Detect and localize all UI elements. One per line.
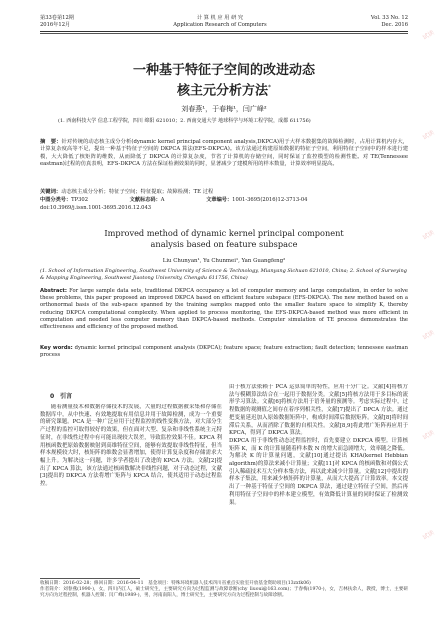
- authors-en: Liu Chunyan¹, Yu Chunmei¹, Yan Guangfeng²: [162, 258, 286, 264]
- keywords-en: [40, 345, 408, 359]
- article-number: 1001-3695(2016)12-3713-04: [232, 197, 308, 203]
- header-volume: Vol. 33 No. 12 Dec. 2016: [370, 15, 408, 28]
- document-code: A: [160, 197, 165, 203]
- authors-cn: 刘春燕¹，于春梅¹，闫广峰²: [181, 105, 267, 113]
- abstract-en-label: Abstract:: [40, 288, 67, 294]
- keywords-en-text: dynamic kernel principal component analysis (DKPCA); feature space; feature extraction; fault detection; tennessee eastman process: [40, 345, 408, 359]
- keywords-cn-text: 动态核主成分分析；特征子空间；特征提取；故障检测；TE 过程: [61, 189, 214, 195]
- watermark: 试读: [421, 329, 436, 342]
- keywords-cn-label: 关键词：: [40, 189, 62, 195]
- keywords-cn: [40, 189, 408, 196]
- affiliation-en: (1. School of Information Engineering, Southwest University of Science & Technology, Mianyang Sichuan 621010, China; 2. School of Surveying & Mapping Engineering, Southwest Jiaotong University, Chengdu 611756, China): [40, 268, 407, 281]
- class-number: TP302: [71, 197, 88, 203]
- header-rule: [40, 31, 408, 32]
- paper-title-en: Improved method of dynamic kernel principal component analysis based on feature subspace: [104, 228, 344, 249]
- watermark: 试读: [421, 429, 436, 442]
- section-heading-intro: 0 引言: [50, 393, 73, 400]
- keywords-en-label: Key words:: [40, 345, 73, 351]
- watermark: 试读: [421, 29, 436, 42]
- watermark: 试读: [421, 529, 436, 542]
- abstract-cn: [40, 139, 408, 168]
- watermark: 试读: [421, 129, 436, 142]
- header-rule-thin: [40, 33, 408, 34]
- header-issue: 第33卷第12期 2016年12月: [40, 15, 74, 28]
- abstract-en-text: For large sample data sets, traditional DKPCA occupancy a lot of computer memory and large computation, in order to solve these problems, this paper proposed an improved DKPCA based on efficient feature subspace (EFS-DKPCA). The new method based on a orthonormal basis of the sub-space spanned by the training samples mapped onto the smaller feature space to simplify K, thereby reducing DKPCA computational complexity. When applied to process monitoring, the EFS-DKPCA-based method was more efficient in computation and needed less computer memory than DKPCA-based methods. Computer simulation of TE process demonstrates the effectiveness and efficiency of the proposed method.: [40, 288, 408, 331]
- footnote: 收稿日期：2016-02-28；修回日期：2016-04-11 基金项目：特殊环境机器人技术四川省重点实验室开放基金资助项目(13zxtk06) 作者简介：刘春燕(1990-)，女，四川内江人，硕士研究生，主要研究方向为过程监测与故障诊断(chy_liuoui@163.com)；于春梅(1970-)，女，吉林扶余人，教授，博士，主要研究方向为过程控制，机器人控制；闫广峰(1989-)，男，河南南阳人，博士研究生，主要研究方向为过程控制与故障诊断。: [40, 581, 408, 598]
- footnote-rule: [40, 578, 140, 579]
- abstract-en: [40, 288, 408, 331]
- abstract-cn-label: 摘 要：: [40, 139, 62, 145]
- body-right-column: 由于核方法依赖于 PCA 运算简单的特性，应用十分广泛。文献[4]将核方法与模糊算法结合在一起用于数据分类。文献[5]将核方法用于多目标的流形学习算法。文献[6]将核方法用于语务量的预测等。考虑实际过程中，过程数据的观测值之间存在着序列相关性，文献[7]提出了 DPCA 方法。通过把变量延迟加入原始数据矩阵中，构成时间滞后数据矩阵。文献[8]将时间滞后关系，从而消除了数据的自相关性。文献[8,9]将此增广矩阵再应用于 KPCA，得到了 DKPCA 算法。 DKPCA 用于非线性动态过程监控时，首先要建立 DKPCA 模型。计算核矩阵 K，而 K 的计算量随着样本数 N 的增大而急剧增大，效率随之降低。为解决 K 的计算量问题，文献[10]通过提出 KHA(kernel Hebbian algorithm)的算法来减小计算量；文献[11]对 KPCA 的核函数和对偶公式引入稀疏技术互大分样本集方法，再以此来减少计算量。文献[12]中提出的样本子集法，用来减少核矩阵的计算量，从而大大提高了计算效率。本文提出了一种基于特征子空间的 DKPCA 算法，通过建立特征子空间，然后再利用特征子空间中的样本建立模型，有效降低计算量的同时保证了检测效果。: [229, 384, 408, 506]
- classification-line: 中图分类号：TP302 文献标志码：A 文章编号：1001-3695(2016)12-3713-04: [40, 197, 308, 203]
- abstract-cn-text: 针对传统的动态核主成分分析(dynamic kernel principal component analysis,DKPCA)用于大样本数据集的故障检测时，占用计算机内存大，计算复杂度高等不足，提出一种基于特征子空间的 DKPCA 算法(EFS-DKPCA)。该方法通过构建原始数据的特征子空间，利用特征子空间中的样本进行建模，大大降低了核矩阵的维数，从而降低了 DKPCA 的计算复杂度，节省了计算机的存储空间，同时保证了监控模型的检测性能。对 TE(Tennessee eastman)过程的仿真表明，EFS-DKPCA 方法在保证检测效果的同时，显著减少了建模所用的样本数量，计算效率明显提高。: [40, 139, 408, 168]
- paper-title-cn: 一种基于特征子空间的改进动态 核主元分析方法*: [132, 63, 315, 98]
- affiliation-cn: (1. 西南科技大学 信息工程学院，四川 绵阳 621010；2. 西南交通大学 地球科学与环境工程学院，成都 611756): [58, 118, 311, 124]
- header-journal: 计 算 机 应 用 研 究 Application Research of Computers: [173, 15, 267, 28]
- doi: doi:10.3969/j.issn.1001-3695.2016.12.043: [40, 205, 152, 211]
- watermark: 试读: [421, 229, 436, 242]
- title-footnote-mark: *: [268, 83, 271, 91]
- body-left-column: 随着测量技术和数据存储技术的发展，大量的过程数据被采集和存储在数据库中，从中快速、有效地提取有用信息并用于故障检测，成为一个重要的研究课题。PCA 是一种广泛应用于过程监控的线性变换方法，对大部分生产过程的监控可取得较好的效果，但在面对大型、复杂和非线性系统主元特征时，在非线性过程中有可能出现较大误差，导致监控效果不佳。KPCA 利用核函数把原始数据映射到高维特征空间，能够有效提取非线性特征，但当样本规模较大时，核矩阵的维数会显著增加，使得计算复杂度和存储需求大幅上升。为解决这一问题，许多学者提出了改进的 KPCA 方法。文献[2]提出了 KPCA 算法，该方法通过核函数解决非线性问题，对于动态过程，文献[3]提出的 DKPCA 方法将增广矩阵与 KPCA 结合，使其适用于动态过程监控。: [40, 404, 222, 488]
